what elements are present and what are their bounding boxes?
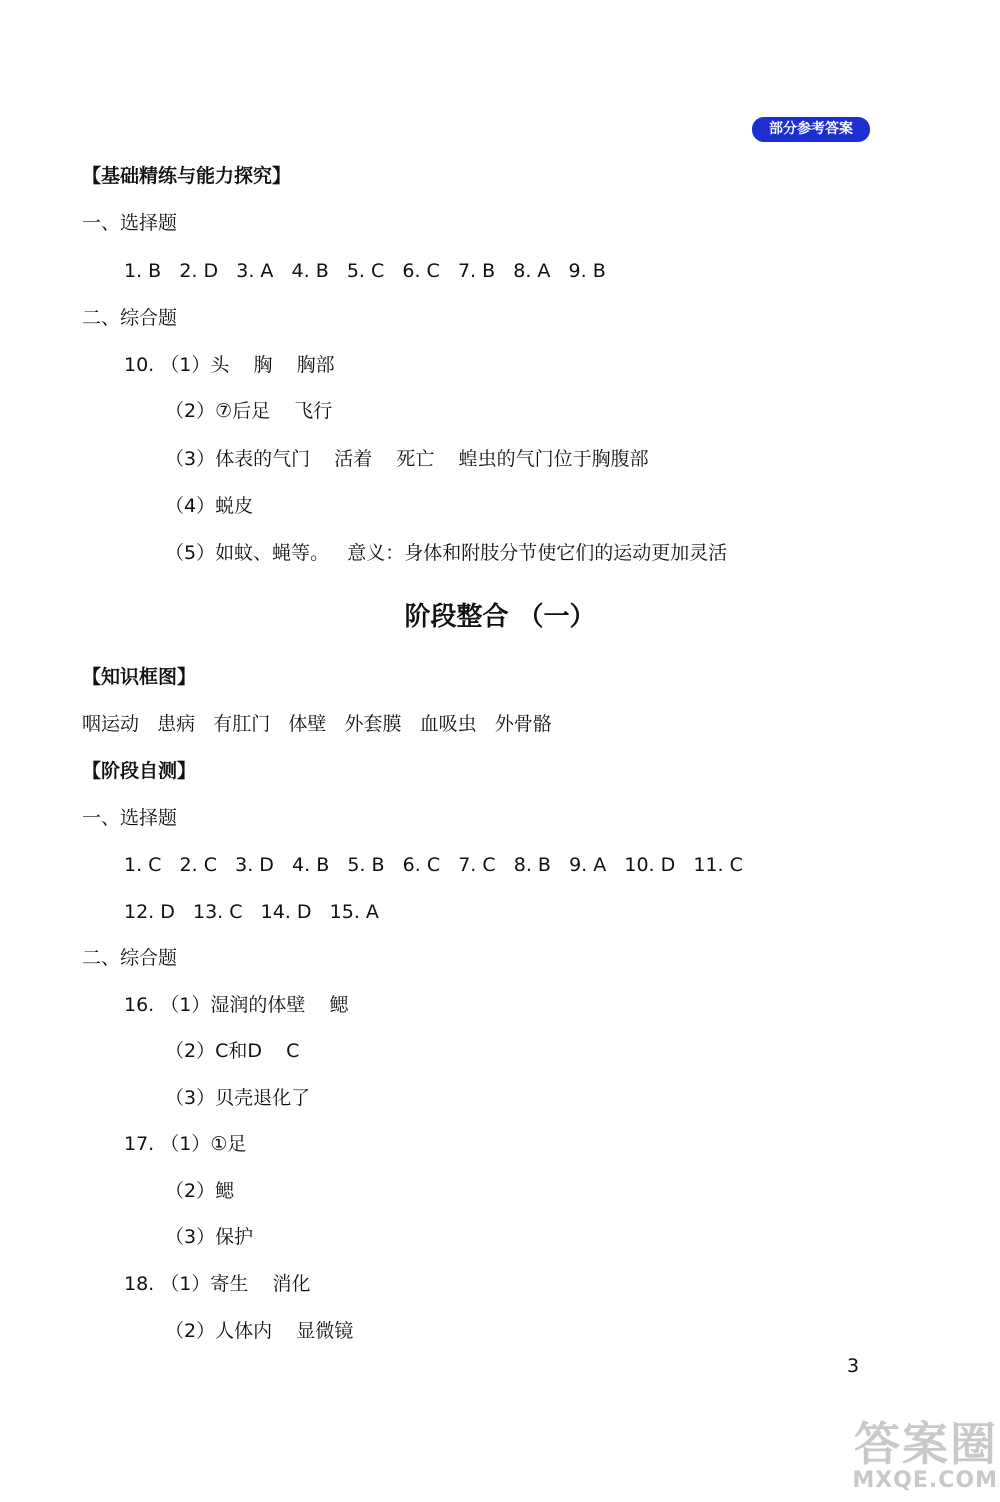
page-number: 3 xyxy=(847,1355,860,1377)
q18-part2: （2）人体内 显微镜 xyxy=(165,1320,354,1342)
q10-part5: （5）如蚊、蝇等。 意义：身体和附肢分节使它们的运动更加灵活 xyxy=(165,542,728,564)
q17-part1: 17. （1）①足 xyxy=(124,1133,247,1155)
stage-choice-title: 一、选择题 xyxy=(82,807,178,829)
q10-part2: （2）⑦后足 飞行 xyxy=(165,400,333,422)
watermark-domain: MXQE.COM xyxy=(852,1468,998,1493)
q18-part1: 18. （1）寄生 消化 xyxy=(124,1273,311,1295)
watermark-logo xyxy=(808,1417,998,1500)
stage-choice-line2: 12. D 13. C 14. D 15. A xyxy=(124,901,379,923)
q16-part3: （3）贝壳退化了 xyxy=(165,1087,311,1109)
q17-part2: （2）鳃 xyxy=(165,1180,235,1202)
q16-part2: （2）C和D C xyxy=(165,1040,300,1062)
q10-part1: 10. （1）头 胸 胸部 xyxy=(124,354,335,376)
q10-part4: （4）蜕皮 xyxy=(165,495,254,517)
stage-title: 阶段整合 （一） xyxy=(404,602,596,632)
q17-part3: （3）保护 xyxy=(165,1226,254,1248)
stage-choice-line1: 1. C 2. C 3. D 4. B 5. B 6. C 7. C 8. B 9. A 10. D 11. C xyxy=(124,854,743,876)
q16-part1: 16. （1）湿润的体壁 鳃 xyxy=(124,994,349,1016)
answer-badge: 部分参考答案 xyxy=(752,117,870,142)
comprehensive-title: 二、综合题 xyxy=(82,307,178,329)
choice-title: 一、选择题 xyxy=(82,212,178,234)
knowledge-line: 咽运动 患病 有肛门 体壁 外套膜 血吸虫 外骨骼 xyxy=(82,713,552,735)
stage-comprehensive-title: 二、综合题 xyxy=(82,947,178,969)
q10-part3: （3）体表的气门 活着 死亡 蝗虫的气门位于胸腹部 xyxy=(165,448,649,470)
section-heading: 【基础精练与能力探究】 xyxy=(82,165,292,187)
knowledge-heading: 【知识框图】 xyxy=(82,666,197,688)
watermark-text: 答案圈 xyxy=(854,1417,998,1471)
self-test-heading: 【阶段自测】 xyxy=(82,760,197,782)
choice-answers: 1. B 2. D 3. A 4. B 5. C 6. C 7. B 8. A 9. B xyxy=(124,260,606,282)
